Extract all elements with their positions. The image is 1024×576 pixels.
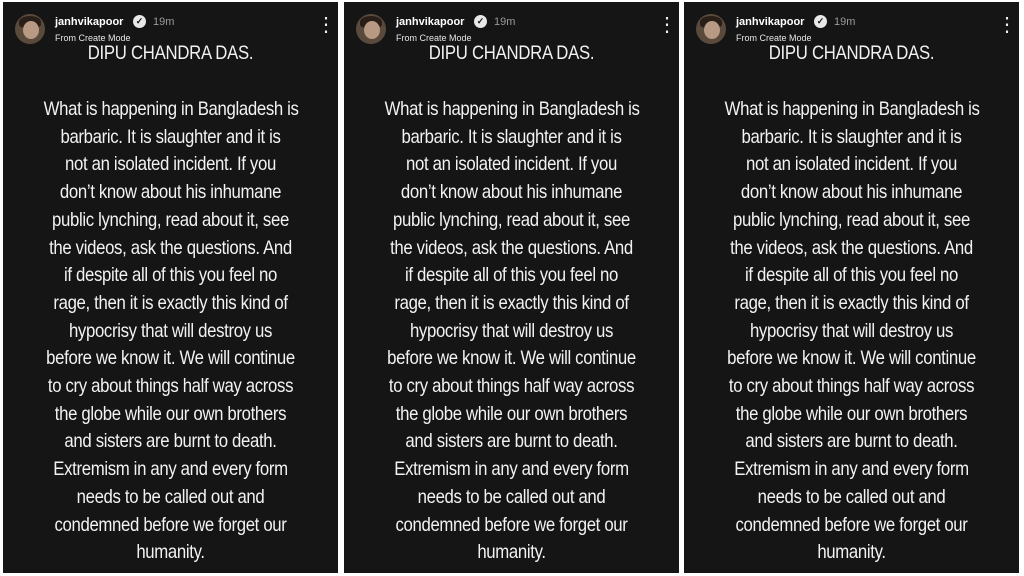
story-line: before we know it. We will continue bbox=[387, 347, 636, 370]
timestamp: 19m bbox=[834, 16, 856, 28]
story-line: condemned before we forget our bbox=[735, 513, 968, 536]
avatar[interactable] bbox=[356, 14, 386, 44]
verified-badge-icon: ✓ bbox=[133, 15, 146, 28]
username[interactable]: janhvikapoor bbox=[396, 16, 465, 28]
story-line: rage, then it is exactly this kind of bbox=[53, 291, 288, 314]
story-line: don’t know about his inhumane bbox=[400, 181, 623, 204]
story-line: not an isolated incident. If you bbox=[746, 153, 957, 176]
story-body bbox=[684, 96, 1019, 567]
story-line: the videos, ask the questions. And bbox=[49, 236, 292, 259]
story-line: humanity. bbox=[477, 541, 546, 564]
story-line: rage, then it is exactly this kind of bbox=[394, 291, 629, 314]
verified-badge-icon: ✓ bbox=[474, 15, 487, 28]
story-line: public lynching, read about it, see bbox=[733, 208, 970, 231]
story-title: DIPU CHANDRA DAS. bbox=[87, 43, 254, 64]
avatar[interactable] bbox=[15, 14, 45, 44]
create-mode-label: From Create Mode bbox=[396, 33, 472, 43]
story-line: not an isolated incident. If you bbox=[406, 153, 617, 176]
story-title: DIPU CHANDRA DAS. bbox=[428, 43, 595, 64]
story-body bbox=[3, 96, 338, 567]
story-line: don’t know about his inhumane bbox=[59, 181, 282, 204]
story-line: humanity. bbox=[136, 541, 205, 564]
more-options-icon[interactable]: ⋮ bbox=[997, 14, 1017, 36]
story-line: before we know it. We will continue bbox=[727, 347, 976, 370]
story-line: condemned before we forget our bbox=[54, 513, 287, 536]
story-line: and sisters are burnt to death. bbox=[745, 430, 958, 453]
story-line: What is happening in Bangladesh is bbox=[724, 98, 980, 120]
story-line: humanity. bbox=[817, 541, 886, 564]
story-line: rage, then it is exactly this kind of bbox=[734, 291, 969, 314]
story-line: to cry about things half way across bbox=[47, 375, 294, 398]
story-line: barbaric. It is slaughter and it is bbox=[401, 125, 622, 148]
story-line: if despite all of this you feel no bbox=[745, 264, 958, 287]
story-line: hypocrisy that will destroy us bbox=[68, 319, 273, 342]
story-line: the globe while our own brothers bbox=[735, 402, 968, 425]
story-line: and sisters are burnt to death. bbox=[405, 430, 618, 453]
story-line: hypocrisy that will destroy us bbox=[749, 319, 954, 342]
username[interactable]: janhvikapoor bbox=[736, 16, 805, 28]
story-line: the videos, ask the questions. And bbox=[730, 236, 973, 259]
story-line: barbaric. It is slaughter and it is bbox=[741, 125, 962, 148]
create-mode-label: From Create Mode bbox=[55, 33, 131, 43]
create-mode-label: From Create Mode bbox=[736, 33, 812, 43]
story-line: to cry about things half way across bbox=[388, 375, 635, 398]
story-title: DIPU CHANDRA DAS. bbox=[768, 43, 935, 64]
story-line: not an isolated incident. If you bbox=[65, 153, 276, 176]
story-line: needs to be called out and bbox=[417, 485, 606, 508]
story-line: to cry about things half way across bbox=[728, 375, 975, 398]
verified-badge-icon: ✓ bbox=[814, 15, 827, 28]
username[interactable]: janhvikapoor bbox=[55, 16, 124, 28]
story-line: condemned before we forget our bbox=[395, 513, 628, 536]
story-line: What is happening in Bangladesh is bbox=[384, 98, 640, 120]
story-panel[interactable] bbox=[3, 2, 338, 573]
story-line: hypocrisy that will destroy us bbox=[409, 319, 614, 342]
story-line: if despite all of this you feel no bbox=[64, 264, 277, 287]
story-line: the videos, ask the questions. And bbox=[390, 236, 633, 259]
story-line: public lynching, read about it, see bbox=[52, 208, 289, 231]
avatar[interactable] bbox=[696, 14, 726, 44]
timestamp: 19m bbox=[494, 16, 516, 28]
story-panel[interactable] bbox=[684, 2, 1019, 573]
story-panel[interactable] bbox=[344, 2, 679, 573]
timestamp: 19m bbox=[153, 16, 175, 28]
story-line: if despite all of this you feel no bbox=[405, 264, 618, 287]
story-line: Extremism in any and every form bbox=[53, 458, 288, 481]
more-options-icon[interactable]: ⋮ bbox=[657, 14, 677, 36]
story-line: needs to be called out and bbox=[76, 485, 265, 508]
story-body bbox=[344, 96, 679, 567]
story-line: before we know it. We will continue bbox=[46, 347, 295, 370]
story-line: barbaric. It is slaughter and it is bbox=[60, 125, 281, 148]
story-line: What is happening in Bangladesh is bbox=[43, 98, 299, 120]
story-line: needs to be called out and bbox=[757, 485, 946, 508]
story-line: Extremism in any and every form bbox=[394, 458, 629, 481]
story-line: the globe while our own brothers bbox=[395, 402, 628, 425]
more-options-icon[interactable]: ⋮ bbox=[316, 14, 336, 36]
story-line: the globe while our own brothers bbox=[54, 402, 287, 425]
story-line: don’t know about his inhumane bbox=[740, 181, 963, 204]
story-line: and sisters are burnt to death. bbox=[64, 430, 277, 453]
story-line: Extremism in any and every form bbox=[734, 458, 969, 481]
story-line: public lynching, read about it, see bbox=[393, 208, 630, 231]
